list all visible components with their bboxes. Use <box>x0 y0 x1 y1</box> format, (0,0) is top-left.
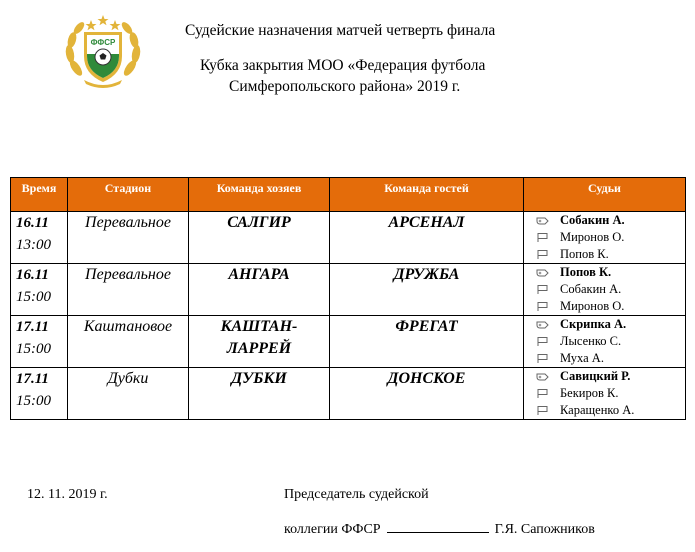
signature-blank <box>387 520 489 533</box>
flag-icon <box>536 301 550 312</box>
referee-name: Скрипка А. <box>560 317 627 331</box>
flag-icon <box>536 232 550 243</box>
referee-name: Попов К. <box>560 265 612 279</box>
referee-name: Муха А. <box>560 351 604 365</box>
assistant-referee <box>536 246 685 263</box>
col-header-time: Время <box>11 178 68 212</box>
whistle-icon <box>536 371 550 382</box>
match-date: 16.11 <box>16 215 49 231</box>
assistant-referee <box>536 402 685 419</box>
referee-name: Собакин А. <box>560 282 622 296</box>
match-hour: 13:00 <box>16 237 51 253</box>
match-stadium: Перевальное <box>68 212 189 264</box>
table-row <box>11 316 686 368</box>
referee-name: Лысенко С. <box>560 334 622 348</box>
chair-name: Г.Я. Сапожников <box>494 522 595 537</box>
whistle-icon <box>536 215 550 226</box>
match-stadium: Дубки <box>68 368 189 420</box>
col-header-stadium: Стадион <box>68 178 189 212</box>
assistant-referee <box>536 281 685 298</box>
chair-signature-line <box>284 520 595 538</box>
match-time <box>11 368 68 420</box>
away-team: ДРУЖБА <box>330 264 524 316</box>
referee-list <box>524 264 686 316</box>
flag-icon <box>536 353 550 364</box>
match-time <box>11 316 68 368</box>
flag-icon <box>536 405 550 416</box>
table-header-row <box>11 178 686 212</box>
col-header-referees: Судьи <box>524 178 686 212</box>
referee-list <box>524 368 686 420</box>
match-date: 17.11 <box>16 319 49 335</box>
match-stadium: Перевальное <box>68 264 189 316</box>
main-referee <box>536 212 685 229</box>
chair-title-line1: Председатель судейской <box>284 487 429 502</box>
referee-name: Собакин А. <box>560 213 625 227</box>
doc-title-line3: Симферопольского района» 2019 г. <box>229 78 461 95</box>
away-team: АРСЕНАЛ <box>330 212 524 264</box>
flag-icon <box>536 336 550 347</box>
referee-list <box>524 212 686 264</box>
col-header-home: Команда хозяев <box>189 178 330 212</box>
home-team-line1: КАШТАН- <box>220 318 298 335</box>
table-row <box>11 368 686 420</box>
main-referee <box>536 316 685 333</box>
table-row <box>11 212 686 264</box>
ffsr-logo <box>62 10 144 92</box>
assistant-referee <box>536 298 685 315</box>
referee-name: Миронов О. <box>560 299 625 313</box>
match-stadium: Каштановое <box>68 316 189 368</box>
schedule-table <box>10 177 686 420</box>
away-team: ДОНСКОЕ <box>330 368 524 420</box>
referee-name: Попов К. <box>560 247 609 261</box>
assistant-referee <box>536 229 685 246</box>
assistant-referee <box>536 333 685 350</box>
doc-title-line2: Кубка закрытия МОО «Федерация футбола <box>200 57 486 74</box>
match-date: 17.11 <box>16 371 49 387</box>
match-time <box>11 264 68 316</box>
referee-name: Бекиров К. <box>560 386 619 400</box>
home-team: АНГАРА <box>189 264 330 316</box>
referee-name: Миронов О. <box>560 230 625 244</box>
match-hour: 15:00 <box>16 341 51 357</box>
whistle-icon <box>536 319 550 330</box>
referee-list <box>524 316 686 368</box>
table-row <box>11 264 686 316</box>
col-header-away: Команда гостей <box>330 178 524 212</box>
home-team: САЛГИР <box>189 212 330 264</box>
document-date: 12. 11. 2019 г. <box>27 487 108 502</box>
logo-text: ФФСР <box>90 38 116 47</box>
assistant-referee <box>536 385 685 402</box>
flag-icon <box>536 249 550 260</box>
referee-name: Савицкий Р. <box>560 369 631 383</box>
doc-title-line1: Судейские назначения матчей четверть финала <box>185 22 496 39</box>
home-team: ДУБКИ <box>189 368 330 420</box>
match-hour: 15:00 <box>16 393 51 409</box>
away-team: ФРЕГАТ <box>330 316 524 368</box>
whistle-icon <box>536 267 550 278</box>
home-team <box>189 316 330 368</box>
match-hour: 15:00 <box>16 289 51 305</box>
referee-name: Каращенко А. <box>560 403 635 417</box>
main-referee <box>536 264 685 281</box>
match-time <box>11 212 68 264</box>
flag-icon <box>536 388 550 399</box>
match-date: 16.11 <box>16 267 49 283</box>
main-referee <box>536 368 685 385</box>
flag-icon <box>536 284 550 295</box>
chair-title-line2: коллегии ФФСР <box>284 522 381 537</box>
home-team-line2: ЛАРРЕЙ <box>226 340 292 357</box>
assistant-referee <box>536 350 685 367</box>
